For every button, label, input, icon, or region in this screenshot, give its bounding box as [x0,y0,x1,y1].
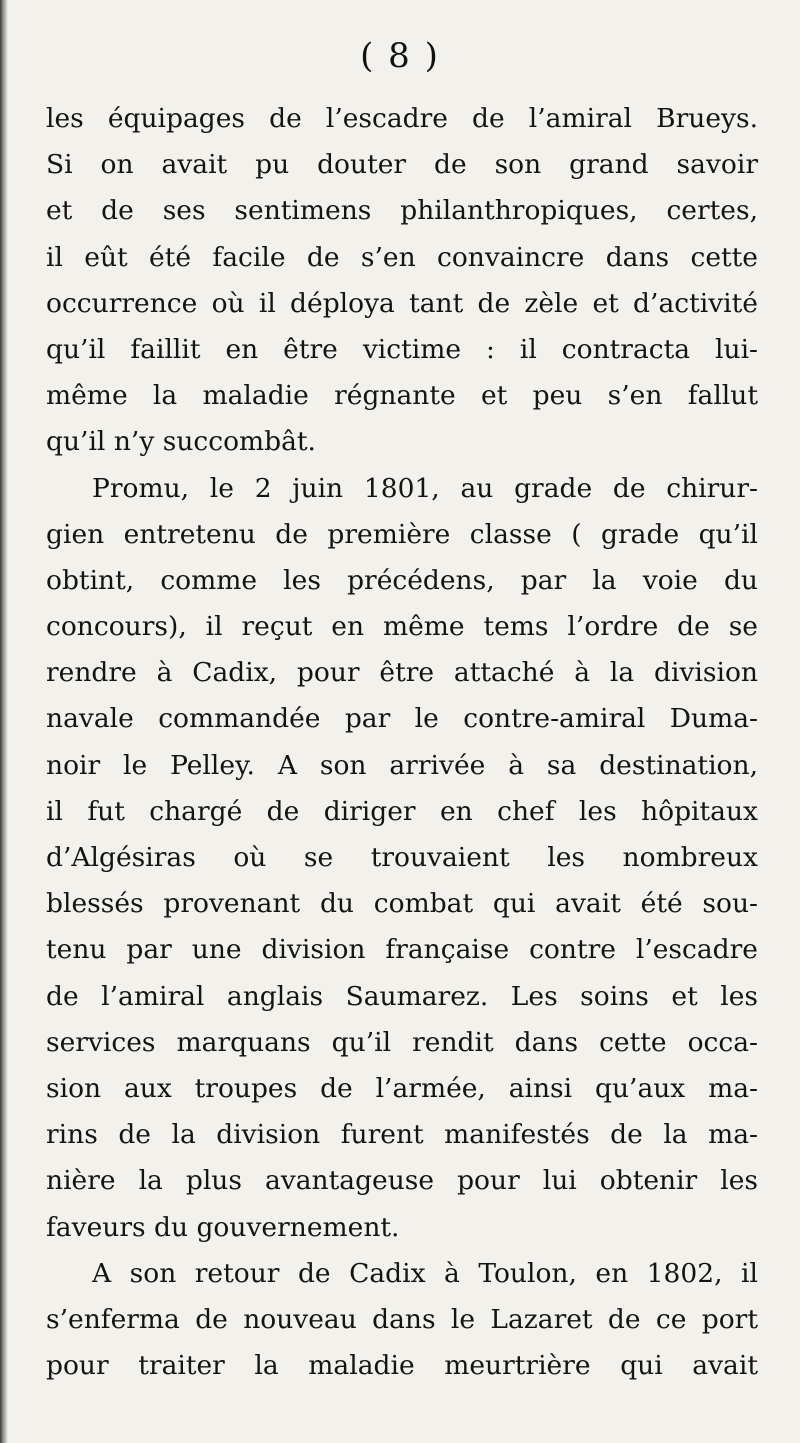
text-line: tenu par une division française contre l’escadre [46,934,758,966]
text-line: gien entretenu de première classe ( grade qu’il [46,518,758,550]
text-line: de l’amiral anglais Saumarez. Les soins et les [46,980,758,1012]
text-line: faveurs du gouvernement. [46,1211,400,1243]
text-line: blessés provenant du combat qui avait été sou- [46,888,758,920]
text-line: rins de la division furent manifestés de la ma- [46,1119,758,1151]
text-line: s’enferma de nouveau dans le Lazaret de ce port [46,1303,758,1335]
text-line: Si on avait pu douter de son grand savoir [46,149,758,181]
text-line: il fut chargé de diriger en chef les hôpitaux [46,795,758,827]
text-line: Promu, le 2 juin 1801, au grade de chirur- [92,472,758,504]
text-line: rendre à Cadix, pour être attaché à la division [46,657,758,689]
text-line: il eût été facile de s’en convaincre dans cette [46,241,758,273]
text-line: A son retour de Cadix à Toulon, en 1802, il [92,1257,758,1289]
text-line: même la maladie régnante et peu s’en fallut [46,380,758,412]
text-line: noir le Pelley. A son arrivée à sa destination, [46,749,758,781]
text-line: sion aux troupes de l’armée, ainsi qu’aux ma- [46,1072,758,1104]
text-line: qu’il faillit en être victime : il contracta lui- [46,333,758,365]
page-gutter-shadow [0,0,8,1443]
text-line: qu’il n’y succombât. [46,426,316,458]
body-text [46,96,758,1389]
text-line: les équipages de l’escadre de l’amiral Brueys. [46,103,758,134]
text-line: navale commandée par le contre-amiral Duma- [46,703,758,735]
text-line: concours), il reçut en même tems l’ordre de se [46,611,758,643]
text-line: nière la plus avantageuse pour lui obtenir les [46,1165,758,1197]
text-line: d’Algésiras où se trouvaient les nombreux [46,842,758,873]
text-line: obtint, comme les précédens, par la voie du [46,564,758,596]
text-line: services marquans qu’il rendit dans cette occa- [46,1026,758,1058]
text-line: pour traiter la maladie meurtrière qui avait [46,1350,758,1382]
page-number: ( 8 ) [360,36,440,76]
text-line: occurrence où il déploya tant de zèle et d’activité [46,287,758,319]
text-line: et de ses sentimens philanthropiques, certes, [46,195,758,227]
